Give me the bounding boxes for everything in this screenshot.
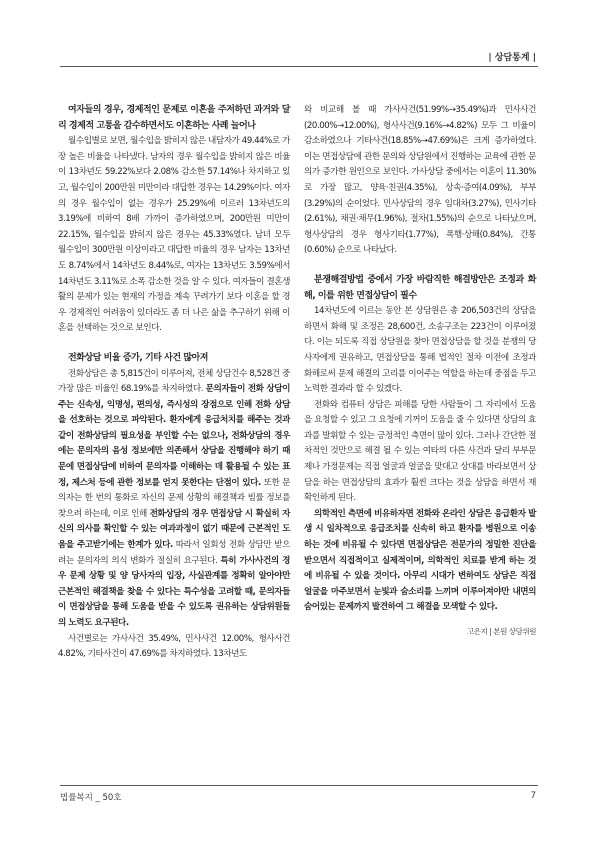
left-paragraph-1: 월수입별로 보면, 월수입을 밝히지 않은 내담자가 49.44%로 가장 높은 비율을 나타냈다. 남자의 경우 월수입을 밝히지 않은 비율이 13차년도 59.22%보다 2.08% 감소한 57.14%나 차지하고 있고, 월수입이 200만원 미만이라 대답한 경우는 14.29%이다. 여자의 경우 월수입이 없는 경우가 25.29%에 이르러 13차년도의 3.19%에 비하여 8배 가까이 증가하였으며, 200만원 미만이 22.15%, 월수입을 밝히지 않은 경우는 45.33%였다. 남녀 모두 월수입이 300만원 이상이라고 대답한 비율의 경우 남자는 13차년도 8.74%에서 14차년도 8.44%로, 여자는 13차년도 3.59%에서 14차년도 3.11%로 소폭 감소한 것을 알 수 있다. 여자들이 결혼생활의 문제가 있는 현재의 가정을 계속 꾸려가기 보다 이혼을 할 경우 경제적인 어려움이 있더라도 좀 더 나은 삶을 추구하기 위해 이혼을 선택하는 것으로 보인다. — [58, 136, 290, 334]
left-heading-1: 여자들의 경우, 경제적인 문제로 이혼을 주저하던 과거와 달리 경제적 고통을 감수하면서도 이혼하는 사례 늘어나 — [58, 105, 290, 131]
right-column — [304, 103, 536, 640]
footer-divider — [60, 785, 538, 786]
bold-run: 문의자들이 전화 상담이 주는 신속성, 익명성, 편의성, 즉시성의 장점으로 인해 전화 상담을 선호하는 것으로 파악된다. 환자에게 응급처치를 해주는 것과 같이 전화상담의 필요성을 부인할 수는 없으나, 전화상담의 경우에는 문의자의 음성 정보에만 의존해서 상담을 진행해야 하기 때문에 면접상담에 비하여 문의자를 이해하는 데 활용될 수 있는 표정, 제스처 등에 관한 정보를 얻지 못한다는 단점이 있다. — [58, 384, 290, 488]
right-paragraph-2: 14차년도에 이르는 동안 본 상담원은 총 206,503건의 상담을 하면서 화해 및 조정은 28,600건, 소송구조는 223건이 이루어졌다. 이는 되도록 직접 상담원을 찾아 면접상담을 할 것을 분쟁의 당사자에게 권유하고, 면접상담을 통해 법적인 절차 이전에 조정과 화해로써 문제 해결의 고리를 이어주는 역할을 하는데 중점을 두고 노력한 결과라 할 수 있겠다. — [304, 306, 536, 395]
section-tag: | 상담통계 | — [488, 53, 536, 63]
left-paragraph-3: 사건별로는 가사사건 35.49%, 민사사건 12.00%, 형사사건 4.82%, 기타사건이 47.69%를 차지하였다. 13차년도 — [58, 633, 290, 660]
header-divider — [60, 66, 538, 67]
page-number: 7 — [530, 791, 536, 801]
text-run: 또한 문의자는 한 번의 통화로 자신의 문제 상황의 해결책과 빔률 정보를 찾으려 하는데, 이로 인해 — [58, 477, 290, 519]
author-signature: 고은지 | 본원 상담위원 — [466, 627, 536, 636]
left-paragraph-2 — [58, 367, 290, 632]
left-heading-2: 전화상담 비율 증가, 기타 사건 많아져 — [68, 352, 209, 363]
right-paragraph-4: 의학적인 측면에 비유하자면 전화와 온라인 상담은 응급환자 발생 시 일차적으로 응급조치를 신속히 하고 환자를 병원으로 이송하는 것에 비유될 수 있다면 면접상담은 전문가의 정밀한 진단을 받으면서 직접적이고 실제적이며, 의학적인 치료를 받게 하는 것에 비유될 수 있을 것이다. 아무리 시대가 변하여도 상담은 직접 얼굴을 마주보면서 눈빛과 숨소리를 느끼며 이루어져야만 내면의 숨어있는 문제까지 발견하여 그 해결을 모색할 수 있다. — [304, 508, 536, 613]
right-heading-1: 분쟁해결방법 중에서 가장 바람직한 해결방안은 조정과 화해, 이를 위한 면접상담이 필수 — [304, 274, 536, 301]
text-run: 전화상담은 총 5,815건이 이루어져, 전체 상담건수 8,528건 중 가장 많은 비율인 68.19%를 차지하였다. — [58, 368, 290, 395]
bold-run: 전화상담의 경우 면접상담 시 확실히 자신의 의사를 확인할 수 있는 여과과정이 없기 때문에 근본적인 도움을 주고받기에는 한계가 있다. — [58, 508, 290, 551]
left-column — [58, 103, 290, 663]
publication-label: 법률복지 _ 50호 — [60, 793, 122, 803]
right-paragraph-3: 전화와 컴퓨터 상담은 피해를 당한 사람들이 그 자리에서 도움을 요청할 수 있고 그 요청에 기꺼이 도움을 줄 수 있다면 상담의 효과를 발휘할 수 있는 긍정적인 측면이 많이 있다. 그러나 간단한 절차적인 것만으로 해결 될 수 있는 여타의 다른 사건과 달리 부부문제나 가정문제는 직접 얼굴과 얼굴을 맞대고 상대를 바라보면서 상담을 하는 면접상담의 효과가 훨씬 크다는 것을 상담을 하면서 재확인하게 된다. — [304, 399, 536, 504]
text-run: 따라서 일회성 전화 상담만 받으려는 문의자의 의식 변화가 절실히 요구된다. — [58, 540, 290, 566]
bold-run: 특히 가사사건의 경우 문제 상황 및 양 당사자의 입장, 사실관계를 정확히 알아야만 근본적인 해결책을 찾을 수 있다는 특수성을 고려할 때, 문의자들이 면접상담을 통해 도움을 받을 수 있도록 권유하는 상담위원들의 노력도 요구된다. — [58, 555, 290, 628]
right-paragraph-1: 와 비교해 볼 때 가사사건(51.99%→35.49%)과 민사사건(20.00%→12.00%), 형사사건(9.16%→4.82%) 모두 그 비율이 감소하였으나 기타사건(18.85%→47.69%)은 크게 증가하였다. 이는 면접상담에 관한 문의와 상담원에서 진행하는 교육에 관한 문의가 증가한 원인으로 보인다. 가사상담 중에서는 이혼이 11.30%로 가장 많고, 양육·친권(4.35%), 상속·증여(4.09%), 부부(3.29%)의 순이었다. 민사상담의 경우 임대차(3.27%), 민사기타(2.61%), 채권·채무(1.96%), 절차(1.55%)의 순으로 나타났으며, 형사상담의 경우 형사기타(1.77%), 폭행·상해(0.84%), 간통(0.60%) 순으로 나타났다. — [304, 105, 536, 256]
